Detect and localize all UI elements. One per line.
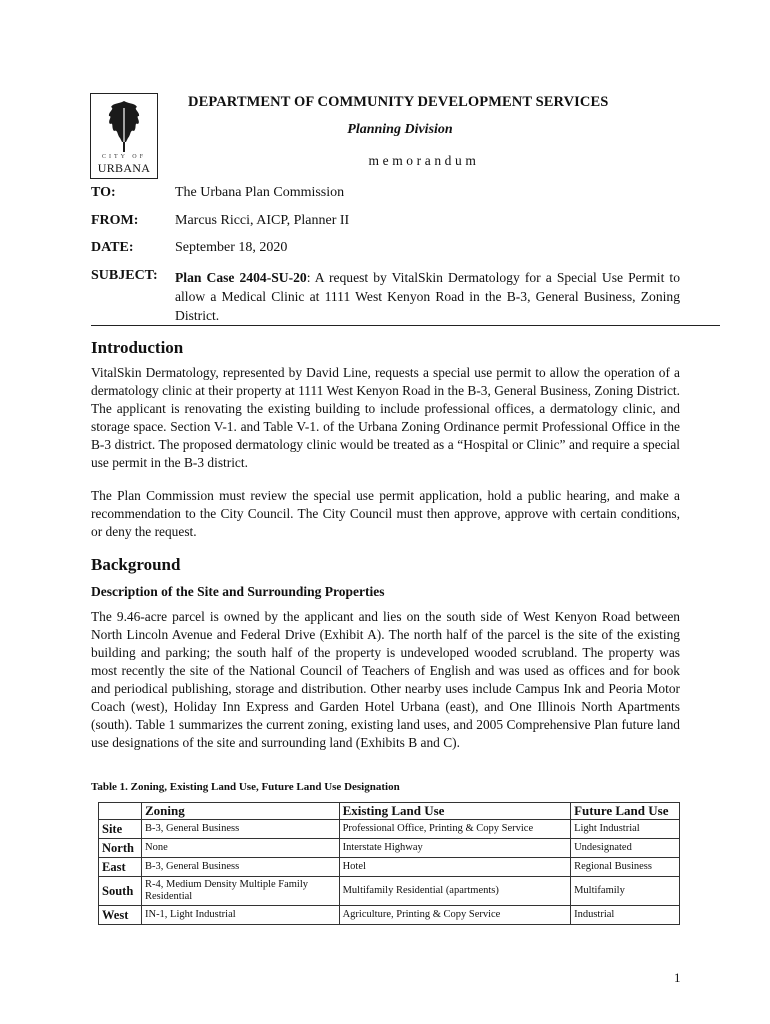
table-cell: B-3, General Business — [141, 858, 339, 877]
department-title: DEPARTMENT OF COMMUNITY DEVELOPMENT SERVICES — [188, 94, 609, 110]
date-value: September 18, 2020 — [175, 240, 288, 255]
row-label: North — [99, 839, 142, 858]
table-header-cell — [99, 803, 142, 820]
table-header-row — [99, 803, 680, 820]
table-cell: Multifamily Residential (apartments) — [339, 877, 571, 906]
subject-text: : A request by VitalSkin Dermatology for a Special Use Permit to allow a Medical Clinic at 1111 West Kenyon Road in the B-3, General Business, Zoning District. — [175, 270, 680, 323]
introduction-paragraph-2: The Plan Commission must review the special use permit application, hold a public hearing, and make a recommendation to the City Council. The City Council must then approve, approve with certain conditions, or deny the request. — [91, 488, 680, 539]
table-row — [99, 858, 680, 877]
table-cell: None — [141, 839, 339, 858]
table-row — [99, 906, 680, 925]
table-cell: Interstate Highway — [339, 839, 571, 858]
table-cell: Agriculture, Printing & Copy Service — [339, 906, 571, 925]
zoning-land-use-table — [98, 802, 680, 925]
subject-value — [175, 268, 680, 325]
table-cell: Undesignated — [571, 839, 680, 858]
from-value: Marcus Ricci, AICP, Planner II — [175, 213, 350, 228]
date-label: DATE: — [91, 240, 134, 255]
table-header-cell: Zoning — [141, 803, 339, 820]
row-label: West — [99, 906, 142, 925]
to-label: TO: — [91, 185, 116, 200]
table-row — [99, 820, 680, 839]
table-cell: Multifamily — [571, 877, 680, 906]
table-row — [99, 877, 680, 906]
logo-city-text: CITY OF — [102, 154, 146, 160]
subject-case-number: Plan Case 2404-SU-20 — [175, 270, 307, 285]
background-heading: Background — [91, 555, 181, 574]
table-cell: Professional Office, Printing & Copy Service — [339, 820, 571, 839]
table-cell: B-3, General Business — [141, 820, 339, 839]
background-paragraph-1: The 9.46-acre parcel is owned by the applicant and lies on the south side of West Kenyon Road between North Lincoln Avenue and Federal Drive (Exhibit A). The north half of the parcel is the site of the existing building and parking; the south half of the property is undeveloped wooded scrubland. The property was most recently the site of the National Council of Teachers of English and was used as offices and for book and periodical publishing, storage and distribution. Other nearby uses include Campus Ink and Peoria Motor Coach (west), Holiday Inn Express and Garden Hotel Urbana (east), and One Illinois North Apartments (south). Table 1 summarizes the current zoning, existing land uses, and 2005 Comprehensive Plan future land use designations of the site and surrounding land (Exhibits B and C). — [91, 609, 680, 750]
introduction-heading: Introduction — [91, 338, 184, 357]
subject-label: SUBJECT: — [91, 268, 158, 283]
row-label: Site — [99, 820, 142, 839]
to-value: The Urbana Plan Commission — [175, 185, 345, 200]
site-description-subheading: Description of the Site and Surrounding Properties — [91, 584, 385, 599]
table-header-cell: Existing Land Use — [339, 803, 571, 820]
table-header-cell: Future Land Use — [571, 803, 680, 820]
table-caption: Table 1. Zoning, Existing Land Use, Future Land Use Designation — [91, 781, 400, 793]
page-number: 1 — [674, 970, 681, 985]
table-cell: IN-1, Light Industrial — [141, 906, 339, 925]
memorandum-label: memorandum — [368, 153, 480, 168]
introduction-paragraph-1: VitalSkin Dermatology, represented by David Line, requests a special use permit to allow the operation of a dermatology clinic at their property at 1111 West Kenyon Road in the B-3, General Business, Zoning District. The applicant is renovating the existing building to include professional offices, a dermatology clinic, and storage space. Section V-1. and Table V-1. of the Urbana Zoning Ordinance permit Professional Office in the B-3 district. The proposed dermatology clinic would be treated as a “Hospital or Clinic” and require a special use permit in the B-3 district. — [91, 365, 680, 470]
table-cell: Regional Business — [571, 858, 680, 877]
table-row — [99, 839, 680, 858]
row-label: East — [99, 858, 142, 877]
row-label: South — [99, 877, 142, 906]
table-cell: R-4, Medium Density Multiple Family Residential — [141, 877, 339, 906]
division-title: Planning Division — [347, 122, 453, 137]
table-cell: Hotel — [339, 858, 571, 877]
header-divider — [91, 325, 720, 326]
table-cell: Industrial — [571, 906, 680, 925]
logo-name-text: URBANA — [97, 161, 151, 175]
table-cell: Light Industrial — [571, 820, 680, 839]
from-label: FROM: — [91, 213, 139, 228]
